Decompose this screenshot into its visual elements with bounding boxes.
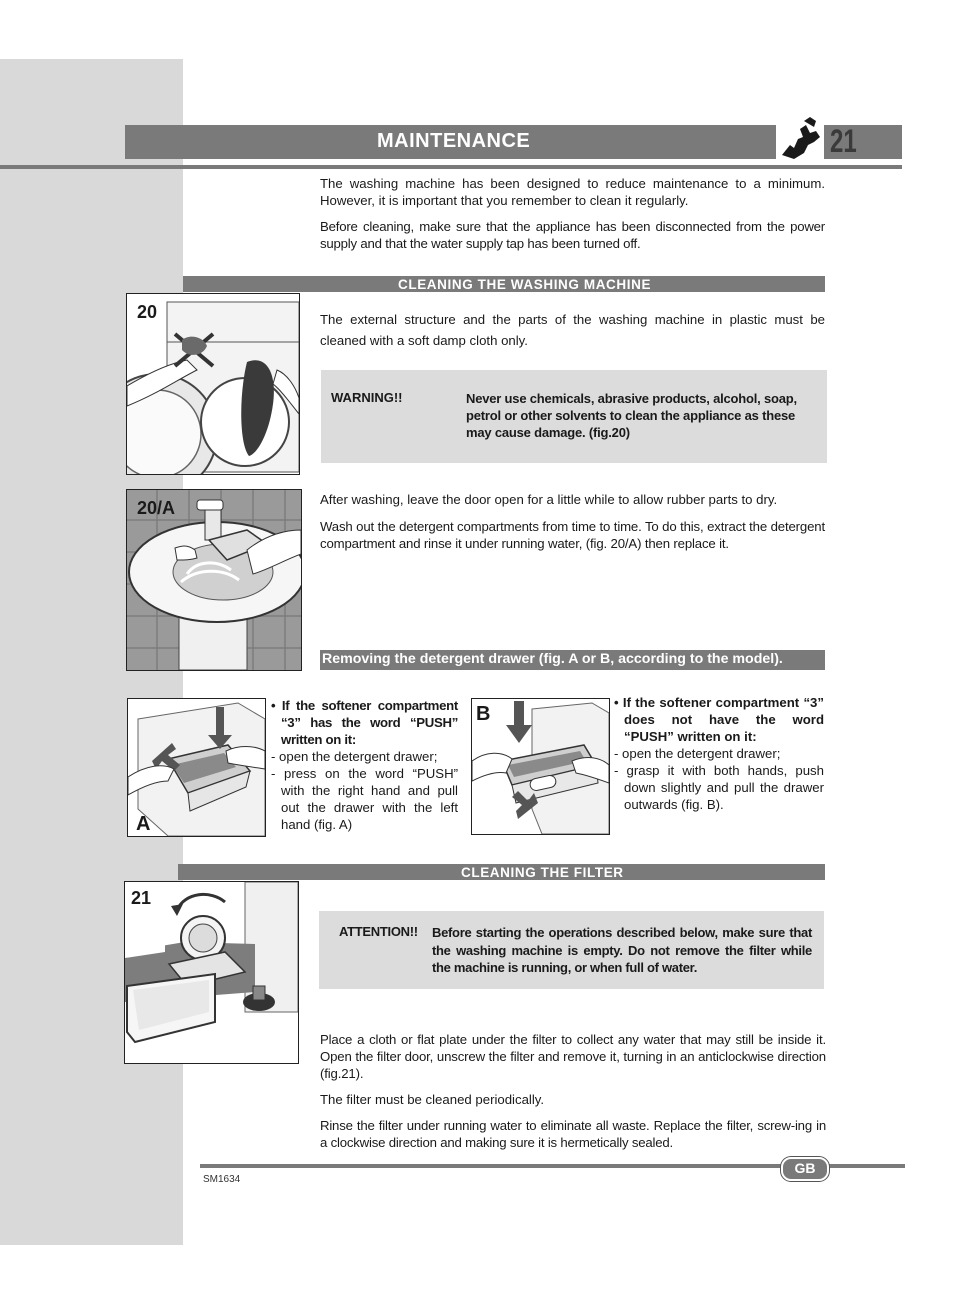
- language-badge: [781, 1157, 829, 1181]
- figure-21-label: 21: [131, 888, 152, 908]
- figure-20a: [126, 489, 302, 671]
- filter-text-block: [320, 1031, 826, 1151]
- option-b-item-2: - grasp it with both hands, push down slightly and pull the drawer outwards (fig. B).: [614, 763, 824, 812]
- section-heading-cleaning-filter: [178, 864, 825, 880]
- drawer-heading-bar: [320, 650, 825, 670]
- option-b-heading: • If the softener compartment “3” does not have the word “PUSH” written on it:: [614, 695, 824, 744]
- wash-out-text: Wash out the detergent compartments from time to time. To do this, extract the detergent compartment and rinse it under running water, (fig. 20/A) then replace it.: [320, 519, 825, 551]
- figure-b-label: B: [476, 703, 491, 725]
- section-heading-cleaning-machine: [183, 276, 825, 292]
- option-a-text: [271, 697, 458, 833]
- warning-label: WARNING!!: [331, 390, 403, 405]
- figure-20a-label: 20/A: [137, 498, 176, 518]
- document-code: SM1634: [203, 1174, 241, 1185]
- drawer-heading-text: Removing the detergent drawer (fig. A or B, according to the model).: [322, 651, 783, 667]
- filter-heading-text: CLEANING THE FILTER: [461, 865, 624, 880]
- after-washing-text: After washing, leave the door open for a little while to allow rubber parts to dry.: [320, 492, 778, 507]
- filter-paragraph-1: Place a cloth or flat plate under the filter to collect any water that may still be inside it. Open the filter door, unscrew the filter and remove it, turning in an anticlockwise direction (fig.21).: [320, 1032, 826, 1081]
- warning-text: Never use chemicals, abrasive products, alcohol, soap, petrol or other solvents to clean the appliance as these may cause damage. (fig.20): [466, 391, 797, 440]
- figure-21: [124, 881, 299, 1064]
- external-cleaning-text: The external structure and the parts of the washing machine in plastic must be cleaned with a soft damp cloth only.: [320, 312, 825, 348]
- language-badge-text: GB: [794, 1160, 816, 1176]
- option-b-item-1: - open the detergent drawer;: [614, 746, 781, 761]
- attention-label: ATTENTION!!: [339, 924, 418, 939]
- page-title-bar: [125, 125, 827, 159]
- wrench-hand-icon: [776, 115, 824, 165]
- figure-20: [126, 293, 300, 475]
- page-number: 21: [830, 123, 857, 159]
- attention-text: Before starting the operations described below, make sure that the washing machine is empty. Do not remove the filter while the machine is running, or when full of water.: [432, 925, 812, 975]
- figure-20-label: 20: [137, 302, 158, 322]
- title-rule: [0, 165, 902, 169]
- intro-block: [320, 175, 825, 252]
- figure-b: [471, 698, 610, 835]
- figure-a-label: A: [136, 813, 151, 835]
- option-a-item-1: - open the detergent drawer;: [271, 749, 438, 764]
- figure-a: [127, 698, 266, 837]
- option-b-text: [614, 694, 824, 813]
- option-a-heading: • If the softener compartment “3” has the word “PUSH” written on it:: [271, 698, 458, 747]
- option-a-item-2: - press on the word “PUSH” with the right hand and pull out the drawer with the left hand (fig. A): [271, 766, 458, 832]
- external-cleaning-text-block: [320, 309, 825, 351]
- section-heading-text: CLEANING THE WASHING MACHINE: [398, 277, 652, 292]
- filter-paragraph-3: Rinse the filter under running water to eliminate all waste. Replace the filter, screw-ing in a clockwise direction and making sure it is hermetically sealed.: [320, 1118, 826, 1150]
- filter-paragraph-2: The filter must be cleaned periodically.: [320, 1092, 545, 1107]
- detergent-text-block: [320, 491, 825, 552]
- intro-paragraph-2: Before cleaning, make sure that the appliance has been disconnected from the power supply and that the water supply tap has been turned off.: [320, 219, 825, 251]
- warning-box: [321, 370, 827, 463]
- attention-box: [319, 911, 824, 989]
- page-title: MAINTENANCE: [377, 130, 531, 152]
- intro-paragraph-1: The washing machine has been designed to reduce maintenance to a minimum. However, it is important that you remember to clean it regularly.: [320, 176, 825, 208]
